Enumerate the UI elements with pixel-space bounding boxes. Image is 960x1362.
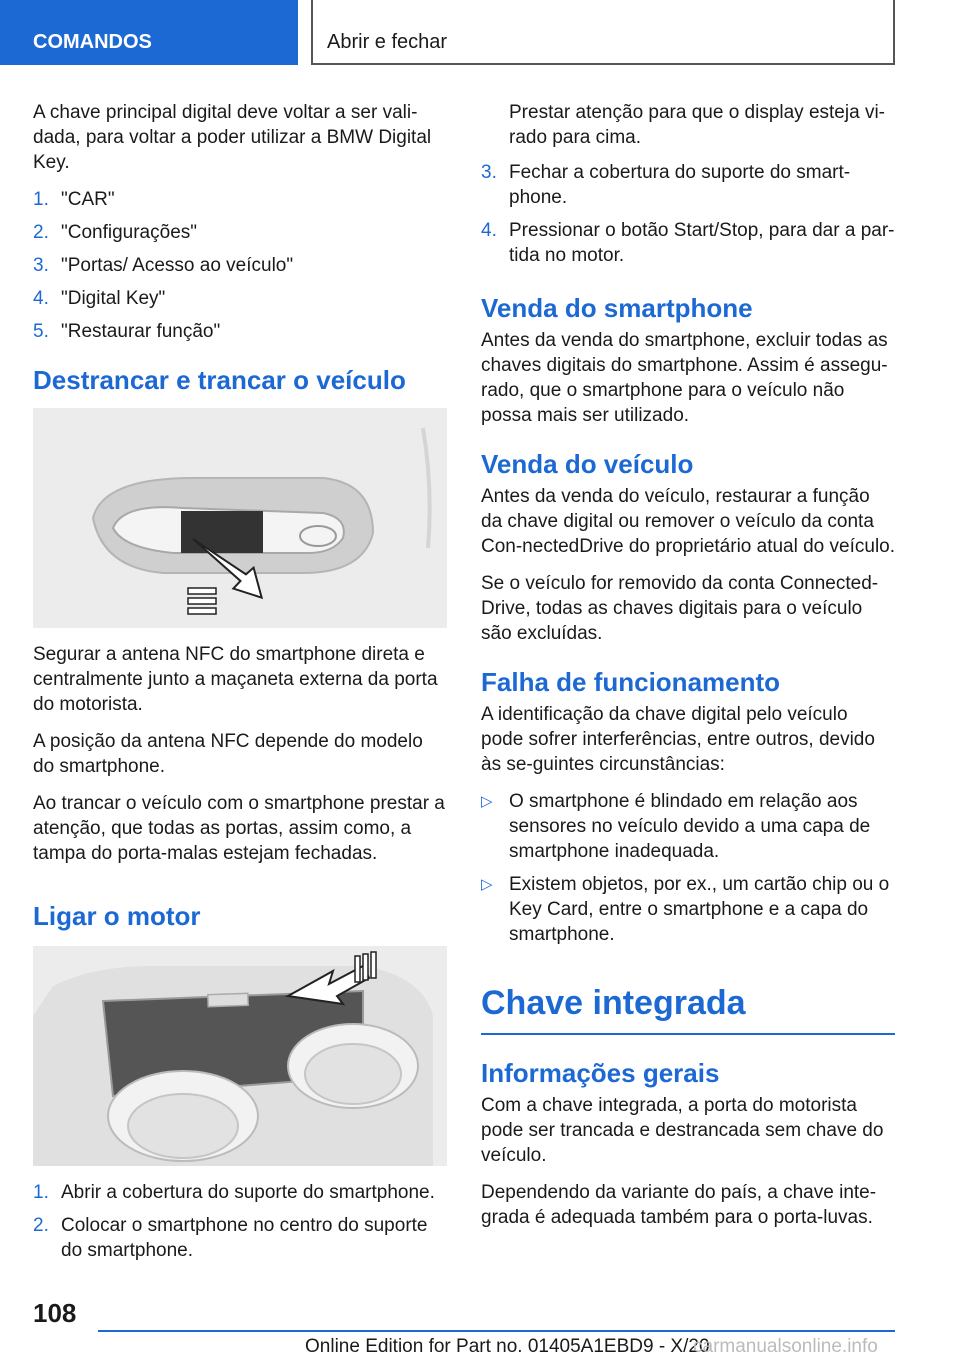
- malfunction-list: [481, 789, 895, 947]
- step-number: 2.: [33, 1215, 49, 1236]
- step-text: Pressionar o botão Start/Stop, para dar a par-tida no motor.: [509, 220, 895, 266]
- footer-divider: [98, 1330, 895, 1332]
- phone-holder-illustration: [33, 946, 447, 1166]
- bullet-text: Existem objetos, por ex., um cartão chip ou o Key Card, entre o smartphone e a capa do smartphone.: [509, 874, 890, 945]
- sell-vehicle-paragraph-2: Se o veículo for removido da conta Connected-Drive, todas as chaves digitais para o veículo são excluídas.: [481, 573, 879, 644]
- step-text: "Portas/ Acesso ao veículo": [61, 255, 294, 276]
- step-text: "Digital Key": [61, 288, 166, 309]
- step-text: "Configurações": [61, 222, 198, 243]
- unlock-paragraph-3: Ao trancar o veículo com o smartphone prestar a atenção, que todas as portas, assim como, a tampa do porta-malas estejam fechadas.: [33, 793, 445, 864]
- malfunction-paragraph: A identificação da chave digital pelo veículo pode sofrer interferências, entre outros, devido às se-guintes circunstâncias:: [481, 704, 875, 775]
- header-chapter: Abrir e fechar: [311, 0, 895, 65]
- unlock-paragraph-1: Segurar a antena NFC do smartphone direta e centralmente junto a maçaneta externa da porta do motorista.: [33, 644, 438, 715]
- step-text: "Restaurar função": [61, 321, 221, 342]
- heading-general-info: Informações gerais: [481, 1058, 720, 1088]
- step-number: 2.: [33, 222, 49, 243]
- heading-unlock: Destrancar e trancar o veículo: [33, 365, 406, 395]
- general-info-paragraph-1: Com a chave integrada, a porta do motorista pode ser trancada e destrancada sem chave do veículo.: [481, 1095, 884, 1166]
- step-text: Fechar a cobertura do suporte do smart-phone.: [509, 162, 851, 208]
- door-handle-illustration: [33, 408, 447, 628]
- heading-malfunction: Falha de funcionamento: [481, 667, 781, 697]
- heading-integrated-key: Chave integrada: [481, 983, 895, 1035]
- heading-sell-smartphone: Venda do smartphone: [481, 293, 753, 323]
- list-item: [33, 187, 447, 212]
- unlock-paragraph-2: A posição da antena NFC depende do modelo do smartphone.: [33, 731, 423, 777]
- list-item: [481, 789, 895, 864]
- heading-start-engine: Ligar o motor: [33, 901, 201, 931]
- list-item: [481, 160, 895, 210]
- step-number: 4.: [33, 288, 49, 309]
- bullet-text: O smartphone é blindado em relação aos sensores no veículo devido a uma capa de smartphone inadequada.: [509, 791, 871, 862]
- step-text: Colocar o smartphone no centro do suporte do smartphone.: [61, 1215, 428, 1261]
- left-column: [33, 100, 447, 1277]
- sell-smartphone-paragraph: Antes da venda do smartphone, excluir todas as chaves digitais do smartphone. Assim é assegu-rado, que o smartphone para o veículo não possa mais ser utilizado.: [481, 330, 888, 426]
- list-item: [33, 220, 447, 245]
- list-item: [481, 872, 895, 947]
- list-item: [33, 1213, 447, 1263]
- list-item: [33, 286, 447, 311]
- start-steps-list: [33, 1180, 447, 1263]
- header-section: COMANDOS: [0, 0, 298, 65]
- sell-vehicle-paragraph-1: Antes da venda do veículo, restaurar a função da chave digital ou remover o veículo da conta Con-nectedDrive do proprietário atual do veículo.: [481, 486, 896, 557]
- right-column: [481, 100, 895, 1242]
- triangle-bullet-icon: ▷: [481, 876, 493, 893]
- step-text: "CAR": [61, 189, 115, 210]
- list-item: [481, 218, 895, 268]
- continued-step-text: Prestar atenção para que o display esteja vi-rado para cima.: [509, 102, 885, 148]
- triangle-bullet-icon: ▷: [481, 793, 493, 810]
- steps-list-continued: [481, 160, 895, 268]
- watermark: carmanualsonline.info: [693, 1336, 878, 1357]
- general-info-paragraph-2: Dependendo da variante do país, a chave inte-grada é adequada também para o porta-luvas.: [481, 1182, 877, 1228]
- step-number: 1.: [33, 1182, 49, 1203]
- step-number: 5.: [33, 321, 49, 342]
- door-handle-image: [33, 408, 447, 628]
- step-text: Abrir a cobertura do suporte do smartphone.: [61, 1182, 435, 1203]
- intro-paragraph: A chave principal digital deve voltar a ser vali-dada, para voltar a poder utilizar a BMW Digital Key.: [33, 102, 432, 173]
- step-number: 3.: [33, 255, 49, 276]
- step-number: 1.: [33, 189, 49, 210]
- list-item: [33, 319, 447, 344]
- list-item: [33, 1180, 447, 1205]
- step-number: 4.: [481, 220, 497, 241]
- phone-holder-image: [33, 946, 447, 1166]
- list-item: [33, 253, 447, 278]
- heading-sell-vehicle: Venda do veículo: [481, 449, 694, 479]
- page-number: 108: [33, 1298, 77, 1328]
- steps-list: [33, 187, 447, 344]
- footer-edition: Online Edition for Part no. 01405A1EBD9 - X/20: [305, 1336, 710, 1357]
- step-number: 3.: [481, 162, 497, 183]
